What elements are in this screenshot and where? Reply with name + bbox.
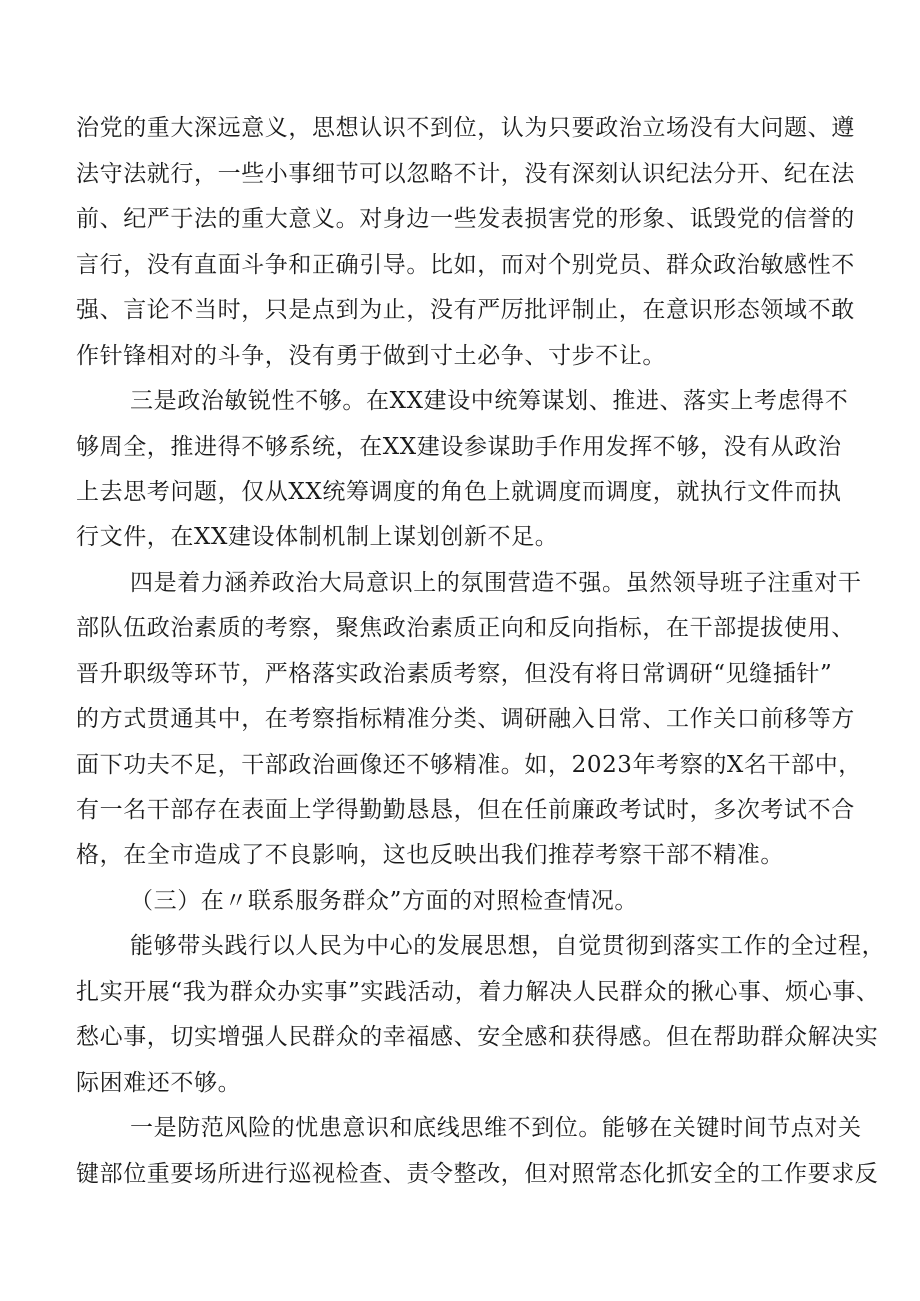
body-text-line: 面下功夫不足，干部政治画像还不够精准。如，2023年考察的X名干部中， bbox=[76, 752, 862, 778]
body-text-line: 行文件，在XX建设体制机制上谋划创新不足。 bbox=[76, 524, 559, 550]
section-heading: （三）在〃联系服务群众”方面的对照检查情况。 bbox=[130, 888, 638, 914]
body-text-line: 法守法就行，一些小事细节可以忽略不计，没有深刻认识纪法分开、纪在法 bbox=[76, 161, 855, 187]
body-text-line: 愁心事，切实增强人民群众的幸福感、安全感和获得感。但在帮助群众解决实 bbox=[76, 1024, 879, 1050]
body-text-line: 前、纪严于法的重大意义。对身边一些发表损害党的形象、诋毁党的信誉的 bbox=[76, 206, 855, 232]
body-text-line: 部队伍政治素质的考察，聚焦政治素质正向和反向指标，在干部提拔使用、 bbox=[76, 615, 855, 641]
paragraph-first-line: 能够带头践行以人民为中心的发展思想，自觉贯彻到落实工作的全过程， bbox=[130, 933, 886, 959]
body-text-line: 言行，没有直面斗争和正确引导。比如，而对个别党员、群众政治敏感性不 bbox=[76, 252, 855, 278]
body-text-line: 键部位重要场所进行巡视检查、责令整改，但对照常态化抓安全的工作要求反 bbox=[76, 1161, 879, 1187]
paragraph-first-line: 三是政治敏锐性不够。在XX建设中统筹谋划、推进、落实上考虑得不 bbox=[130, 388, 849, 414]
body-text-line: 际困难还不够。 bbox=[76, 1070, 242, 1096]
body-text-line: 治党的重大深远意义，思想认识不到位，认为只要政治立场没有大问题、遵 bbox=[76, 115, 855, 141]
paragraph-first-line: 一是防范风险的忧患意识和底线思维不到位。能够在关键时间节点对关 bbox=[130, 1115, 862, 1141]
body-text-line: 作针锋相对的斗争，没有勇于做到寸土必争、寸步不让。 bbox=[76, 343, 666, 369]
body-text-line: 够周全，推进得不够系统，在XX建设参谋助手作用发挥不够，没有从政治 bbox=[76, 434, 842, 460]
body-text-line: 上去思考问题，仅从XX统筹调度的角色上就调度而调度，就执行文件而执 bbox=[76, 479, 842, 505]
body-text-line: 强、言论不当时，只是点到为止，没有严厉批评制止，在意识形态领域不敢 bbox=[76, 297, 855, 323]
body-text-line: 扎实开展“我为群众办实事”实践活动，着力解决人民群众的揪心事、烦心事、 bbox=[76, 979, 880, 1005]
paragraph-first-line: 四是着力涵养政治大局意识上的氛围营造不强。虽然领导班子注重对干 bbox=[130, 570, 862, 596]
body-text-line: 格，在全市造成了不良影响，这也反映出我们推荐考察干部不精准。 bbox=[76, 842, 784, 868]
body-text-line: 的方式贯通其中，在考察指标精准分类、调研融入日常、工作关口前移等方 bbox=[76, 706, 855, 732]
body-text-line: 有一名干部存在表面上学得勤勤恳恳，但在任前廉政考试时，多次考试不合 bbox=[76, 797, 855, 823]
body-text-line: 晋升职级等环节，严格落实政治素质考察，但没有将日常调研“见缝插针” bbox=[76, 661, 833, 687]
